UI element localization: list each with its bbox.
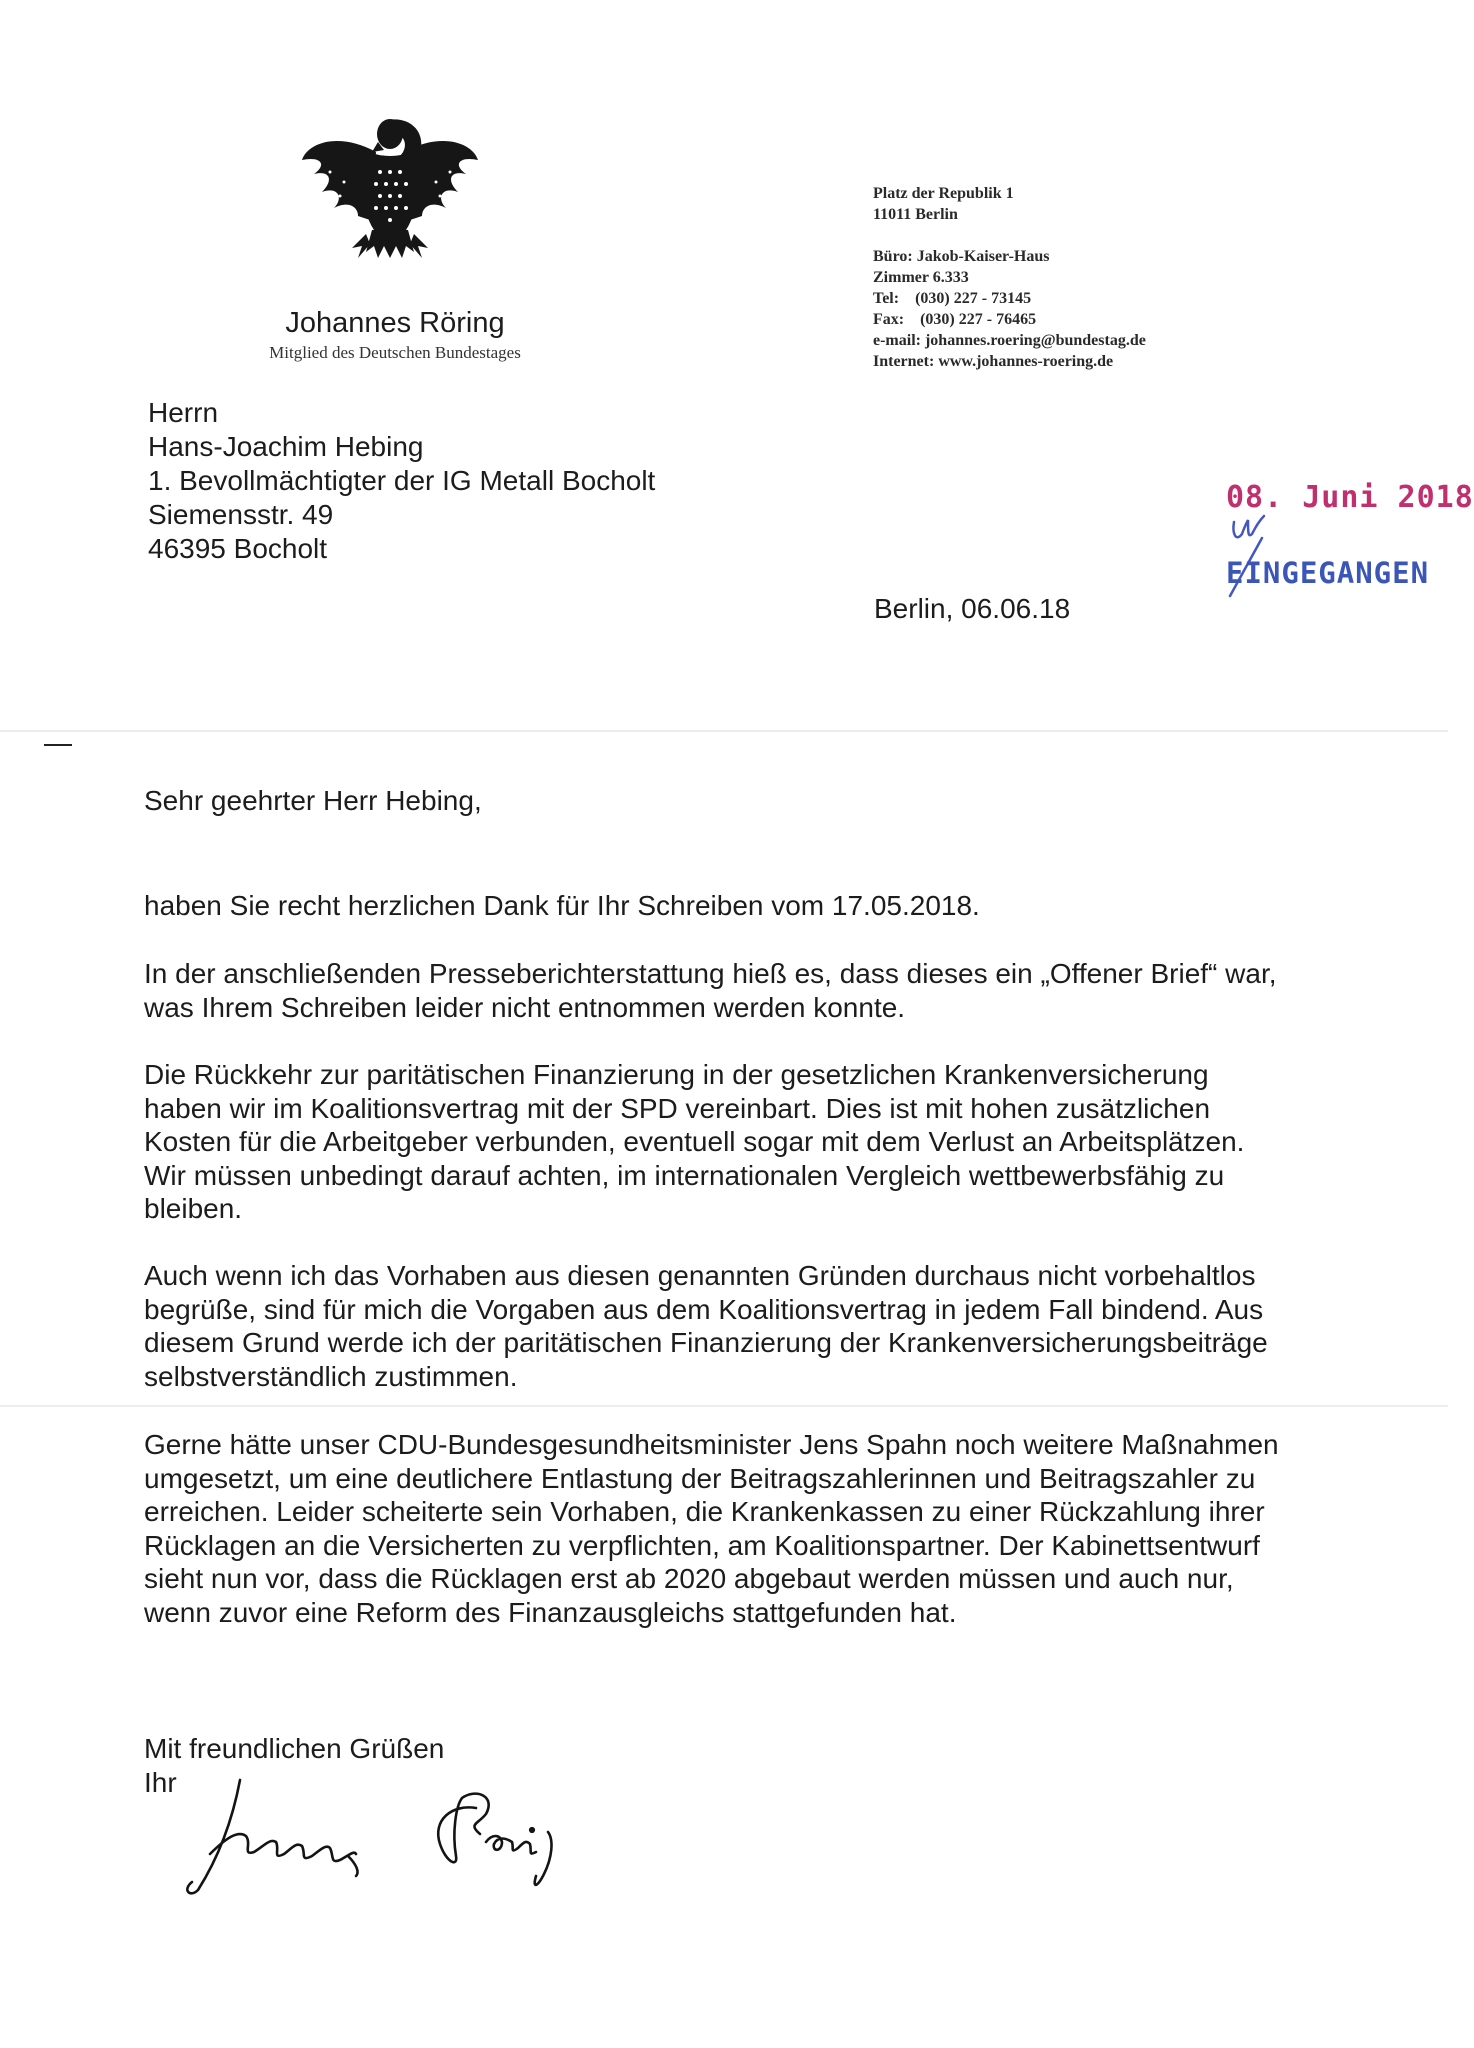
address-line: Platz der Republik 1 (873, 185, 1014, 202)
stamp-date: 08. Juni 2018 (1226, 480, 1474, 515)
body-paragraph: Auch wenn ich das Vorhaben aus diesen genannten Gründen durchaus nicht vorbehaltlos begrüße, sind für mich die Vorgaben aus dem Koalitionsvertrag in jedem Fall bindend. Aus diesem Grund werde ich der paritätischen Finanzierung der Krankenversicherungsbeiträge selbstverständlich zustimmen. (144, 1260, 1268, 1392)
recipient-title: 1. Bevollmächtigter der IG Metall Bocholt (148, 465, 656, 496)
body-paragraph: In der anschließenden Presseberichterstattung hieß es, dass dieses ein „Offener Brief“ war, was Ihrem Schreiben leider nicht entnommen werden konnte. (144, 958, 1277, 1023)
email-line: e-mail: johannes.roering@bundestag.de (873, 332, 1146, 349)
closing-greeting: Mit freundlichen Grüßen (144, 1733, 445, 1764)
recipient-city: 46395 Bocholt (148, 533, 328, 564)
fax-line: Fax: (030) 227 - 76465 (873, 311, 1037, 328)
recipient-salutation: Herrn (148, 397, 219, 428)
letter-salutation: Sehr geehrter Herr Hebing, (144, 785, 482, 816)
tel-line: Tel: (030) 227 - 73145 (873, 290, 1032, 307)
office-line: Büro: Jakob-Kaiser-Haus (873, 248, 1050, 265)
page-fold (0, 1405, 1448, 1407)
bundestag-eagle-icon (300, 112, 480, 262)
recipient-address (148, 396, 655, 566)
recipient-street: Siemensstr. 49 (148, 499, 334, 530)
received-stamp (1220, 480, 1474, 600)
internet-line: Internet: www.johannes-roering.de (873, 353, 1114, 370)
body-paragraph: Gerne hätte unser CDU-Bundesgesundheitsminister Jens Spahn noch weitere Maßnahmen umgesetzt, um eine deutlichere Entlastung der Beitragszahlerinnen und Beitragszahler zu erreichen. Leider scheiterte sein Vorhaben, die Krankenkassen zu einer Rückzahlung ihrer Rücklagen an die Versicherten zu verpflichten, am Koalitionspartner. Der Kabinettsentwurf sieht nun vor, dass die Rücklagen erst ab 2020 abgebaut werden müssen und auch nur, wenn zuvor eine Reform des Finanzausgleichs stattgefunden hat. (144, 1429, 1279, 1628)
contact-block (873, 183, 1146, 372)
letter-date: Berlin, 06.06.18 (874, 593, 1071, 624)
body-paragraph: haben Sie recht herzlichen Dank für Ihr Schreiben vom 17.05.2018. (144, 890, 980, 921)
page-fold (0, 730, 1448, 732)
stamp-status: EINGEGANGEN (1226, 556, 1430, 590)
fold-mark (44, 744, 72, 746)
address-line: 11011 Berlin (873, 206, 958, 223)
sender-subtitle: Mitglied des Deutschen Bundestages (269, 343, 521, 362)
body-paragraph: Die Rückkehr zur paritätischen Finanzierung in der gesetzlichen Krankenversicherung haben wir im Koalitionsvertrag mit der SPD vereinbart. Dies ist mit hohen zusätzlichen Kosten für die Arbeitgeber verbunden, eventuell sogar mit dem Verlust an Arbeitsplätzen. Wir müssen unbedingt darauf achten, im internationalen Vergleich wettbewerbsfähig zu bleiben. (144, 1059, 1245, 1224)
handwritten-signature-icon (180, 1772, 640, 1902)
closing-sign-off: Ihr (144, 1767, 177, 1798)
sender-name: Johannes Röring (285, 307, 505, 339)
recipient-name: Hans-Joachim Hebing (148, 431, 424, 462)
room-line: Zimmer 6.333 (873, 269, 969, 286)
